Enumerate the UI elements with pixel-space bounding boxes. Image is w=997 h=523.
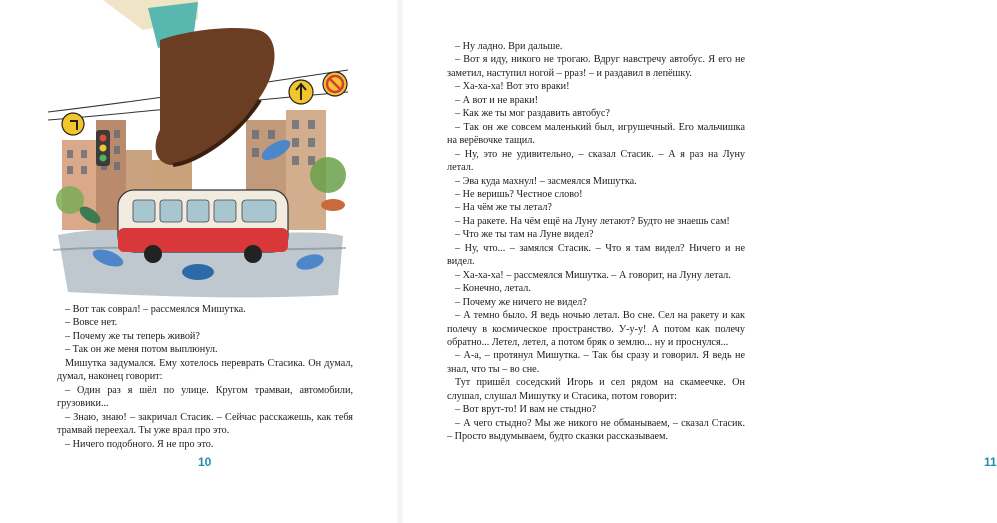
paragraph: – Как же ты мог раздавить автобус? bbox=[455, 108, 610, 120]
paragraph: – А чего стыдно? Мы же никого не обманываем, – сказал Стасик. – Просто выдумываем, будто сказки рассказываем. bbox=[447, 417, 745, 443]
paragraph: – Ну, что... – замялся Стасик. – Что я там видел? Ничего и не видел. bbox=[447, 242, 745, 268]
paragraph: – Ха-ха-ха! – рассмеялся Мишутка. – А говорит, на Луну летал. bbox=[455, 269, 731, 281]
paragraph: – Знаю, знаю! – закричал Стасик. – Сейчас расскажешь, как тебя трамвай переехал. Ты уже врал про это. bbox=[57, 411, 353, 437]
page-number-left: 10 bbox=[198, 455, 212, 469]
right-page-text bbox=[447, 40, 745, 444]
left-page bbox=[0, 0, 400, 523]
paragraph: – Вот врут-то! И вам не стыдно? bbox=[455, 404, 597, 416]
right-page bbox=[400, 0, 997, 523]
paragraph: – Ну, это не удивительно, – сказал Стасик. – А я раз на Луну летал. bbox=[447, 148, 745, 174]
illustration bbox=[48, 0, 348, 300]
bus bbox=[118, 190, 288, 263]
paragraph: Тут пришёл соседский Игорь и сел рядом на скамеечке. Он слушал, слушал Мишутку и Стасика, потом говорит: bbox=[447, 377, 745, 402]
paragraph: – На ракете. На чём ещё на Луну летают? Будто не знаешь сам! bbox=[455, 215, 730, 227]
paragraph: – Ну ладно. Ври дальше. bbox=[455, 41, 563, 52]
paragraph: – Вот так соврал! – рассмеялся Мишутка. bbox=[65, 304, 246, 315]
paragraph: – Почему же ты теперь живой? bbox=[65, 330, 200, 342]
paragraph: Мишутка задумался. Ему хотелось переврать Стасика. Он думал, думал, наконец говорит: bbox=[57, 357, 353, 383]
paragraph: – На чём же ты летал? bbox=[455, 202, 552, 214]
left-page-text bbox=[57, 303, 353, 451]
illustration-drawing bbox=[48, 0, 348, 300]
paragraph: – Вовсе нет. bbox=[65, 317, 118, 329]
paragraph: – А вот и не враки! bbox=[455, 94, 538, 106]
paragraph: – А-а, – протянул Мишутка. – Так бы сразу и говорил. Я ведь не знал, что ты – во сне. bbox=[447, 350, 745, 375]
paragraph: – Ха-ха-ха! Вот это враки! bbox=[455, 81, 570, 93]
paragraph: – Не веришь? Честное слово! bbox=[455, 188, 583, 200]
paragraph: – Почему же ничего не видел? bbox=[455, 296, 587, 308]
paragraph: – Ничего подобного. Я не про это. bbox=[65, 438, 214, 450]
paragraph: – Что же ты там на Луне видел? bbox=[455, 229, 594, 241]
paragraph: – Вот я иду, никого не трогаю. Вдруг навстречу автобус. Я его не заметил, наступил ногой – рраз! – и раздавил в лепёшку. bbox=[447, 54, 745, 79]
paragraph: – Конечно, летал. bbox=[455, 283, 531, 295]
paragraph: – Так он же меня потом выплюнул. bbox=[65, 344, 218, 356]
traffic-light bbox=[96, 130, 110, 166]
page-number-right: 11 bbox=[984, 455, 997, 469]
paragraph: – Эва куда махнул! – засмеялся Мишутка. bbox=[455, 175, 637, 187]
paragraph: – Так он же совсем маленький был, игрушечный. Его мальчишка на верёвочке тащил. bbox=[447, 121, 745, 147]
paragraph: – Один раз я шёл по улице. Кругом трамваи, автомобили, грузовики... bbox=[57, 384, 353, 410]
paragraph: – А темно было. Я ведь ночью летал. Во сне. Сел на ракету и как полечу в космическое пространство. У-у-у! А потом как полечу обратно... Летел, летел, а потом бряк о землю... ну и проснулся... bbox=[447, 310, 745, 348]
